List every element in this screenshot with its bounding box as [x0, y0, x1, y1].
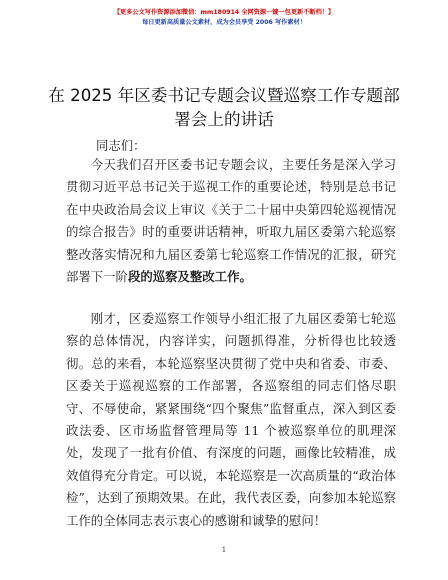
promo-banner-line-2: 每日更新高质量公文素材，成为会员享受 2006 写作素材！: [142, 19, 306, 26]
greeting: 同志们：: [96, 138, 146, 153]
page-number: 1: [221, 546, 227, 554]
paragraph-1: [66, 154, 396, 288]
paragraph-2: 刚才，区委巡察工作领导小组汇报了九届区委第七轮巡察的总体情况，内容详实，问题抓得准，分析得也比较透彻。总的来看，本轮巡察坚决贯彻了党中央和省委、市委、区委关于巡视巡察的工作部署，各巡察组的同志们恪尽职守、不辱使命，紧紧围绕“四个聚焦”监督重点，深入到区委政法委、区市场监督管理局等 11 个被巡察单位的肌理深处，发现了一批有价值、有深度的问题，画像比较精准，成效值得充分肯定。可以说，本轮巡察是一次高质量的“政治体检”，达到了预期效果。在此，我代表区委，向参加本轮巡察工作的全体同志表示衷心的感谢和诚挚的慰问！: [66, 311, 396, 528]
paragraph-1-text: 今天我们召开区委书记专题会议，主要任务是深入学习贯彻习近平总书记关于巡视工作的重要论述，特别是总书记在中央政治局会议上审议《关于二十届中央第四轮巡视情况的综合报告》时的重要讲话精神，听取九届区委第六轮巡察整改落实情况和九届区委第七轮巡察工作情况的汇报，研究部署下一阶: [66, 157, 396, 285]
document-title: 在 2025 年区委书记专题会议暨巡察工作专题部署会上的讲话: [48, 86, 400, 129]
paragraph-1-bold-text: 段的巡察及整改工作。: [127, 269, 252, 285]
promo-banner-line-1: 【更多公文写作资源添加微信：mm180914 全网资源一键一包更新不断档！】: [113, 9, 335, 16]
